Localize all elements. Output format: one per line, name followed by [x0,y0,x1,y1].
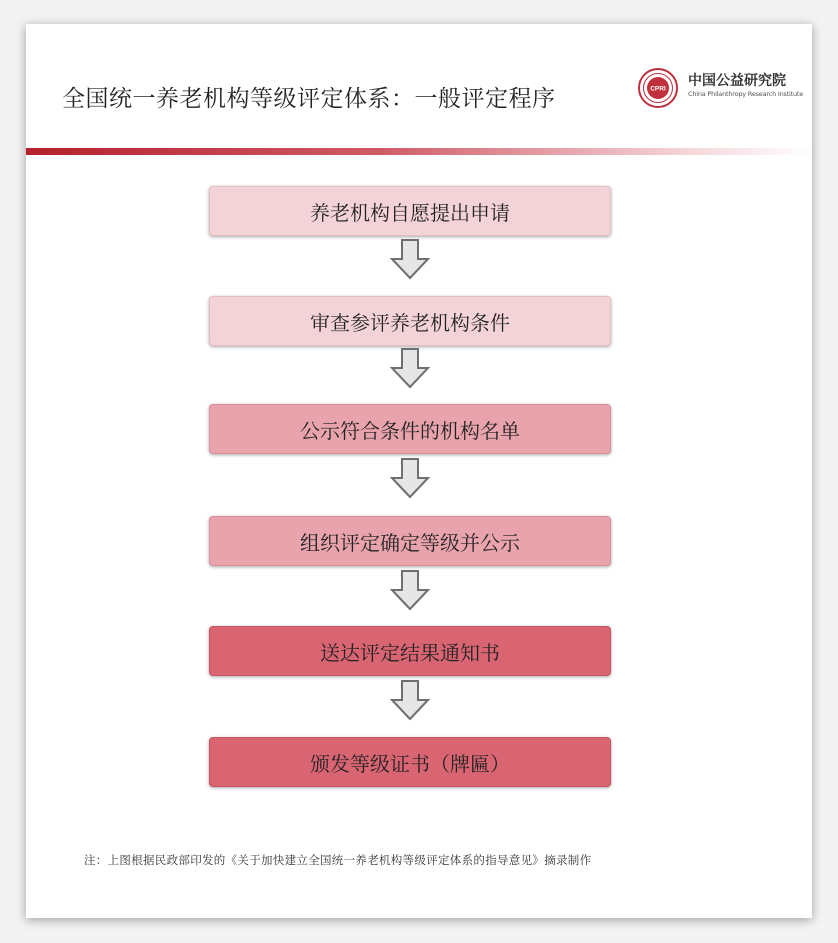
flow-step-6: 颁发等级证书（牌匾） [209,737,611,787]
logo-name-cn: 中国公益研究院 [688,73,786,89]
header-divider [26,148,812,155]
flow-step-5: 送达评定结果通知书 [209,626,611,676]
down-arrow-icon [389,569,431,611]
down-arrow-icon [389,347,431,389]
slide-title: 全国统一养老机构等级评定体系：一般评定程序 [62,86,556,112]
flow-step-1: 养老机构自愿提出申请 [209,186,611,236]
down-arrow-icon [389,238,431,280]
seal-text: CPRI [650,85,666,93]
flow-step-2: 审查参评养老机构条件 [209,296,611,346]
source-note: 注：上图根据民政部印发的《关于加快建立全国统一养老机构等级评定体系的指导意见》摘录制作 [84,853,592,867]
flow-step-4: 组织评定确定等级并公示 [209,516,611,566]
down-arrow-icon [389,679,431,721]
flow-step-3: 公示符合条件的机构名单 [209,404,611,454]
down-arrow-icon [389,457,431,499]
slide [26,24,812,918]
logo-name-en: China Philanthropy Research Institute [688,90,804,98]
cpri-logo [638,68,804,108]
seal-logo-icon [638,68,678,108]
